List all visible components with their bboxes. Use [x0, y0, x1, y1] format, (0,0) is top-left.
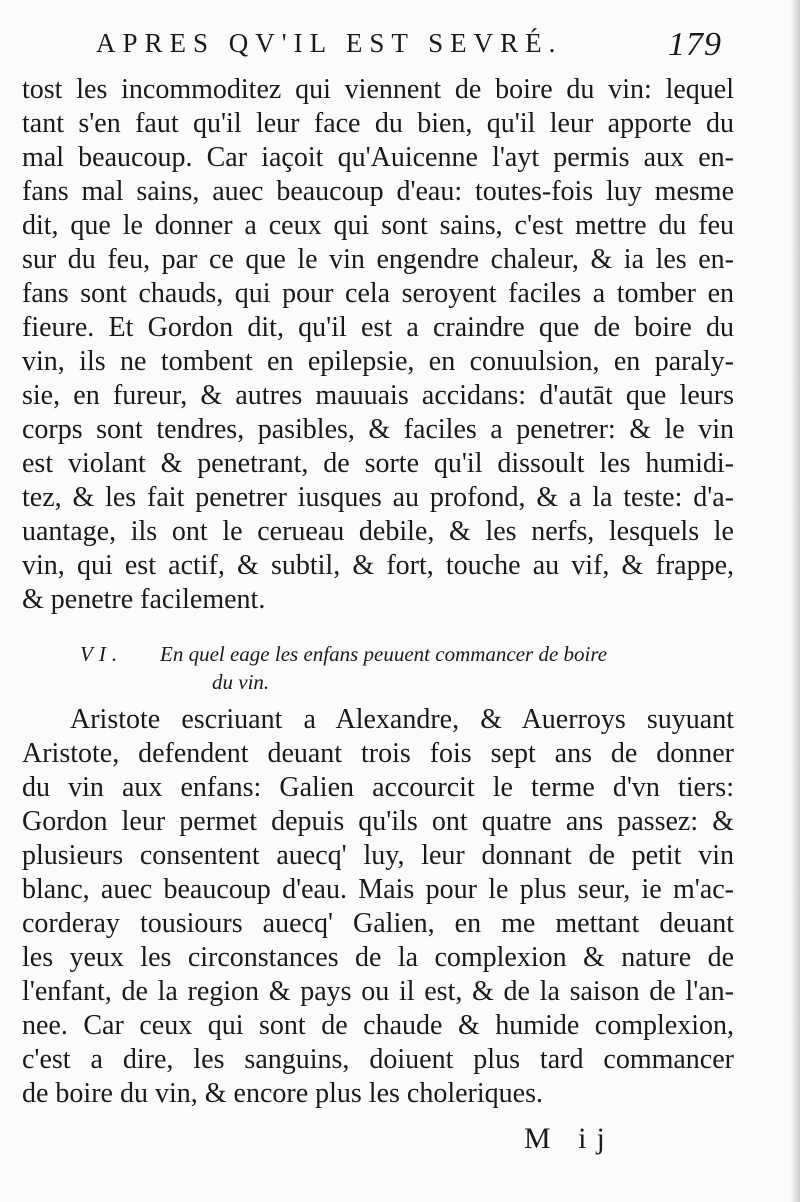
text-line: sie, en fureur, & autres mauuais accidans: d'autāt que leurs — [22, 380, 734, 411]
text-line: c'est a dire, les sanguins, doiuent plus tard commancer — [22, 1044, 734, 1075]
text-line: plusieurs consentent auecq' luy, leur donnant de petit vin — [22, 840, 734, 871]
text-line: vin, qui est actif, & subtil, & fort, touche au vif, & frappe, — [22, 550, 734, 581]
chapter-number: VI. — [80, 642, 124, 666]
text-line: les yeux les circonstances de la complexion & nature de — [22, 942, 734, 973]
text-line: corps sont tendres, pasibles, & faciles a penetrer: & le vin — [22, 414, 734, 445]
text-line: est violant & penetrant, de sorte qu'il dissoult les humidi- — [22, 448, 734, 479]
text-line: corderay tousiours auecq' Galien, en me mettant deuant — [22, 908, 734, 939]
text-line: fieure. Et Gordon dit, qu'il est a craindre que de boire du — [22, 312, 734, 343]
text-line: fans sont chauds, qui pour cela seroyent faciles a tomber en — [22, 278, 734, 309]
text-line: vin, ils ne tombent en epilepsie, en conuulsion, en paraly- — [22, 346, 734, 377]
text-line: nee. Car ceux qui sont de chaude & humide complexion, — [22, 1010, 734, 1041]
text-line: tant s'en faut qu'il leur face du bien, qu'il leur apporte du — [22, 108, 734, 139]
text-line: Aristote escriuant a Alexandre, & Auerroys suyuant — [70, 704, 734, 735]
text-line: fans mal sains, auec beaucoup d'eau: toutes-fois luy mesme — [22, 176, 734, 207]
chapter-title-line: du vin. — [212, 670, 270, 694]
text-line: du vin aux enfans: Galien accourcit le terme d'vn tiers: — [22, 772, 734, 803]
page-edge-shadow — [790, 0, 800, 1202]
chapter-heading — [80, 640, 720, 668]
text-line: de boire du vin, & encore plus les choleriques. — [22, 1078, 543, 1109]
text-line: uantage, ils ont le cerueau debile, & les nerfs, lesquels le — [22, 516, 734, 547]
text-line: sur du feu, par ce que le vin engendre chaleur, & ia les en- — [22, 244, 734, 275]
text-line: dit, que le donner a ceux qui sont sains, c'est mettre du feu — [22, 210, 734, 241]
text-line: l'enfant, de la region & pays ou il est, & de la saison de l'an- — [22, 976, 734, 1007]
running-head: APRES QV'IL EST SEVRÉ. — [96, 28, 563, 58]
text-line: mal beaucoup. Car iaçoit qu'Auicenne l'ayt permis aux en- — [22, 142, 734, 173]
chapter-title-line: En quel eage les enfans peuuent commancer de boire — [160, 642, 608, 666]
text-line: & penetre facilement. — [22, 584, 266, 615]
text-line: blanc, auec beaucoup d'eau. Mais pour le plus seur, ie m'ac- — [22, 874, 734, 905]
text-line: Gordon leur permet depuis qu'ils ont quatre ans passez: & — [22, 806, 734, 837]
text-line: Aristote, defendent deuant trois fois sept ans de donner — [22, 738, 734, 769]
page-number: 179 — [668, 26, 722, 63]
text-line: tost les incommoditez qui viennent de boire du vin: lequel — [22, 74, 734, 105]
signature-mark: M ij — [524, 1122, 615, 1155]
text-line: tez, & les fait penetrer iusques au profond, & a la teste: d'a- — [22, 482, 734, 513]
